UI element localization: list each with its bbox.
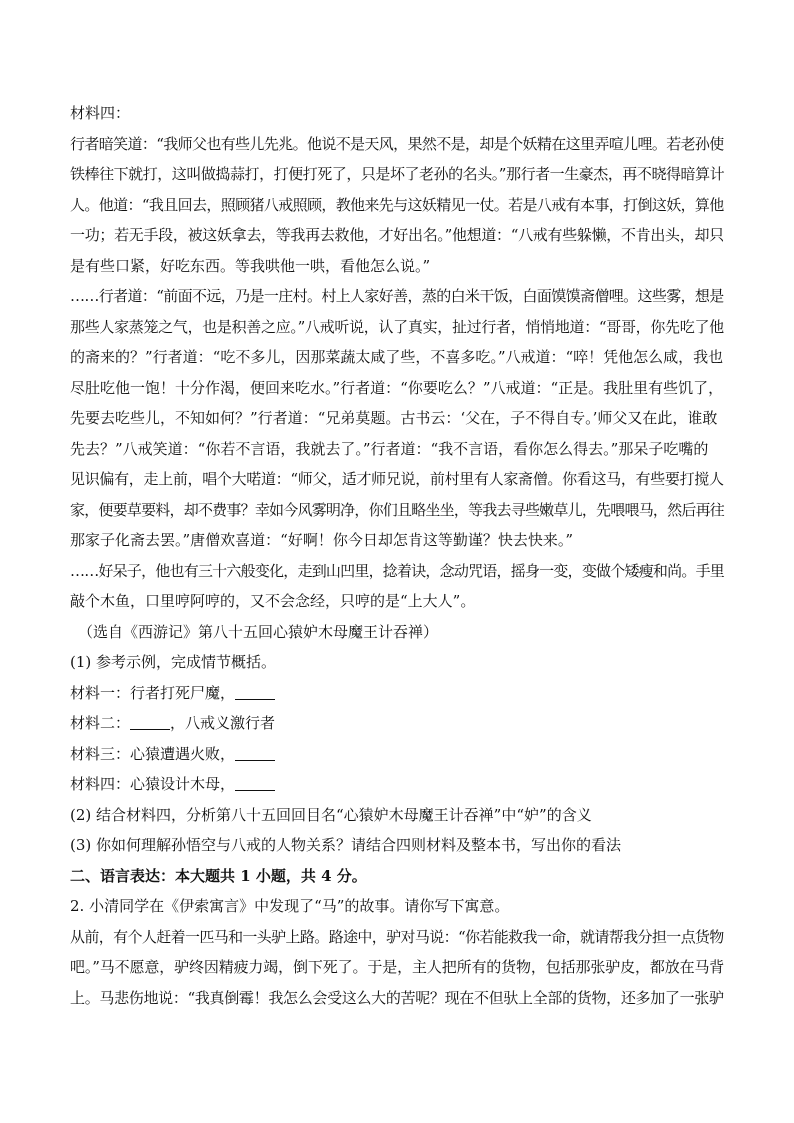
material-summary-text: 材料三：心猿遭遇火败，: [70, 744, 236, 763]
text-line: 是有些口紧，好吃东西。等我哄他一哄，看他怎么说。”: [70, 256, 431, 275]
material-summary-2: [70, 708, 724, 739]
answer-blank[interactable]: [235, 775, 275, 791]
material-summary-1: [70, 678, 724, 709]
source-citation: （选自《西游记》第八十五回心猿妒木母魔王计吞禅）: [78, 622, 439, 641]
text-line: 先去？”八戒笑道：“你若不言语，我就去了。”行者道：“我不言语，看你怎么得去。”那呆子吃嘴的: [70, 439, 709, 458]
section-2-heading: 二、语言表达：本大题共 1 小题，共 4 分。: [70, 866, 367, 885]
text-line: 那些人家蒸笼之气，也是积善之应。”八戒听说，认了真实，扯过行者，悄悄地道：“哥哥，你先吃了他: [70, 317, 724, 336]
text-line: ……好呆子，他也有三十六般变化，走到山凹里，捻着诀，念动咒语，摇身一变，变做个矮瘦和尚。手里: [70, 561, 725, 580]
text-line: ……行者道：“前面不远，乃是一庄村。村上人家好善，蒸的白米干饭，白面馍馍斋僧哩。这些雾，想是: [70, 287, 724, 305]
fable-paragraph: [70, 922, 724, 1014]
material-summary-3: [70, 739, 724, 770]
text-line: 行者暗笑道：“我师父也有些儿先兆。他说不是天风，果然不是，却是个妖精在这里弄喧儿哩。若老孙使: [70, 134, 724, 153]
passage-paragraph-1: [70, 129, 724, 282]
question-1-prompt: (1) 参考示例，完成情节概括。: [70, 653, 277, 671]
text-line: 上。马悲伤地说：“我真倒霉！我怎么会受这么大的苦呢？现在不但驮上全部的货物，还多加了一张驴: [70, 988, 724, 1007]
document-page: [70, 98, 724, 1013]
text-line: 人。他道：“我且回去，照顾猪八戒照顾，教他来先与这妖精见一仗。若是八戒有本事，打倒这妖，算他: [70, 195, 724, 214]
material-summary-text: 材料二：: [70, 714, 131, 732]
text-line: 尽肚吃他一饱！十分作渴，便回来吃水。”行者道：“你要吃么？”八戒道：“正是。我肚里有些饥了，: [70, 378, 724, 397]
material-four-heading: 材料四：: [70, 104, 131, 122]
question-2-title: 2. 小清同学在《伊索寓言》中发现了“马”的故事。请你写下寓意。: [70, 897, 510, 915]
passage-paragraph-3: [70, 556, 724, 617]
material-summary-text: 材料四：心猿设计木母，: [70, 775, 236, 793]
text-line: 家，便要草要料，却不费事？幸如今风雾明净，你们且略坐坐，等我去寻些嫩草儿，先喂喂马，然后再往: [70, 500, 725, 519]
material-summary-4: [70, 769, 724, 800]
question-2-prompt: (2) 结合材料四，分析第八十五回回目名“心猿妒木母魔王计吞禅”中“妒”的含义: [70, 805, 592, 824]
text-line: 敲个木鱼，口里哼阿哼的，又不会念经，只哼的是“上大人”。: [70, 592, 476, 610]
question-3-prompt: (3) 你如何理解孙悟空与八戒的人物关系？请结合四则材料及整本书，写出你的看法: [70, 836, 622, 854]
material-summary-text: ，八戒义激行者: [170, 714, 276, 732]
text-line: 见识偏有，走上前，唱个大喏道：“师父，适才师兄说，前村里有人家斋僧。你看这马，有些要打搅人: [70, 470, 724, 488]
answer-blank[interactable]: [235, 684, 275, 700]
answer-blank[interactable]: [130, 714, 170, 730]
text-line: 从前，有个人赶着一匹马和一头驴上路。路途中，驴对马说：“你若能救我一命，就请帮我分担一点货物: [70, 927, 724, 946]
text-line: 的斋来的？”行者道：“吃不多儿，因那菜蔬太咸了些，不喜多吃。”八戒道：“啐！凭他怎么咸，我也: [70, 348, 724, 366]
text-line: 一功；若无手段，被这妖拿去，等我再去救他，才好出名。”他想道：“八戒有些躲懒，不肯出头，却只: [70, 226, 724, 244]
text-line: 先要去吃些儿，不知如何？”行者道：“兄弟莫题。古书云：‘父在，子不得自专。’师父又在此，谁敢: [70, 409, 718, 427]
text-line: 吧。”马不愿意，驴终因精疲力竭，倒下死了。于是，主人把所有的货物，包括那张驴皮，都放在马背: [70, 958, 725, 976]
passage-paragraph-2: [70, 281, 724, 556]
material-summary-text: 材料一：行者打死尸魔，: [70, 683, 236, 702]
text-line: 铁棒往下就打，这叫做捣蒜打，打便打死了，只是坏了老孙的名头。”那行者一生豪杰，再不晓得暗算计: [70, 165, 725, 183]
answer-blank[interactable]: [235, 745, 275, 761]
text-line: 那家子化斋去罢。”唐僧欢喜道：“好啊！你今日却怎肯这等勤谨？快去快来。”: [70, 531, 574, 549]
